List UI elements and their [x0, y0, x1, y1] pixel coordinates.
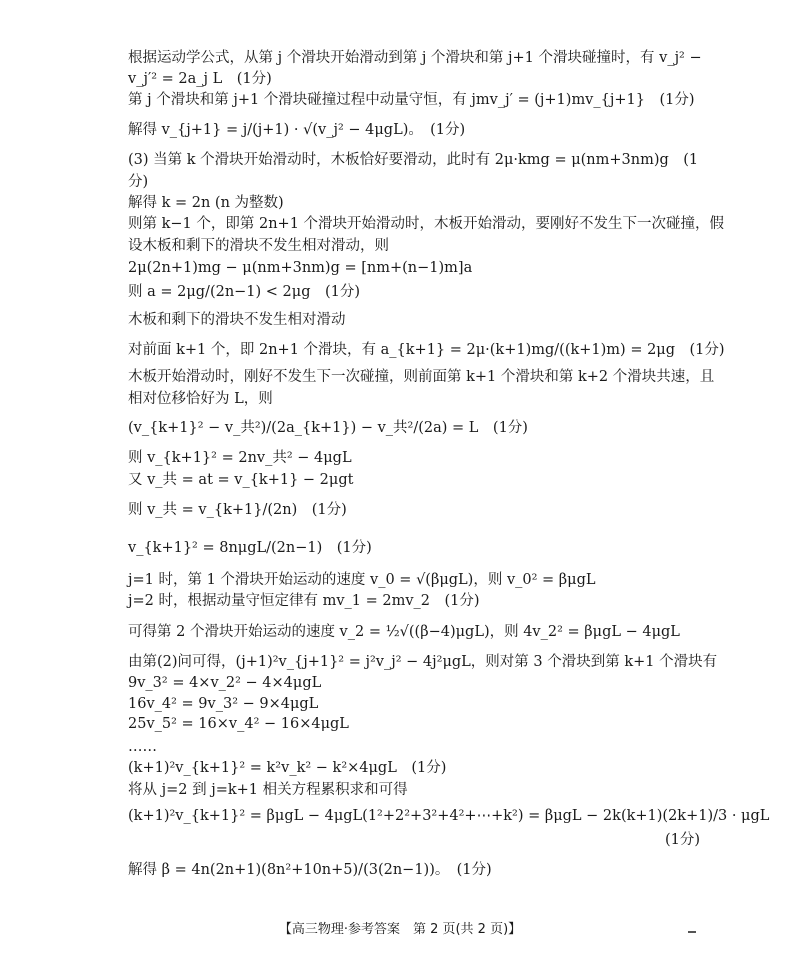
text-line: 9v_3² = 4×v_2² − 4×4μgL — [128, 675, 322, 691]
corner-mark — [688, 931, 696, 933]
text-line: 分) — [128, 174, 149, 190]
text-line: 木板和剩下的滑块不发生相对滑动 — [128, 312, 346, 328]
text-line: (k+1)²v_{k+1}² = βμgL − 4μgL(1²+2²+3²+4²+⋯+k²) = βμgL − 2k(k+1)(2k+1)/3 · μgL — [128, 808, 770, 824]
text-line: 25v_5² = 16×v_4² − 16×4μgL — [128, 716, 349, 732]
text-line: 又 v_共 = at = v_{k+1} − 2μgt — [128, 472, 354, 488]
text-line: 设木板和剩下的滑块不发生相对滑动，则 — [128, 238, 389, 254]
text-line: 由第(2)问可得，(j+1)²v_{j+1}² = j²v_j² − 4j²μgL，则对第 3 个滑块到第 k+1 个滑块有 — [128, 654, 718, 670]
text-line: 将从 j=2 到 j=k+1 相关方程累积求和可得 — [128, 782, 408, 798]
page-footer: 【高三物理·参考答案 第 2 页(共 2 页)】 — [278, 922, 522, 937]
text-line: 16v_4² = 9v_3² − 9×4μgL — [128, 696, 319, 712]
text-line: 则第 k−1 个，即第 2n+1 个滑块开始滑动时，木板开始滑动，要刚好不发生下一次碰撞，假 — [128, 216, 725, 232]
text-line: 解得 k = 2n (n 为整数) — [128, 195, 284, 211]
text-line: j=1 时，第 1 个滑块开始运动的速度 v_0 = √(βμgL)，则 v_0² = βμgL — [128, 572, 596, 588]
text-line: 第 j 个滑块和第 j+1 个滑块碰撞过程中动量守恒，有 jmv_j′ = (j+1)mv_{j+1} (1分) — [128, 92, 695, 108]
text-line: …… — [128, 739, 157, 755]
text-line: 解得 β = 4n(2n+1)(8n²+10n+5)/(3(2n−1))。 (1分) — [128, 862, 492, 878]
text-line: (k+1)²v_{k+1}² = k²v_k² − k²×4μgL (1分) — [128, 760, 447, 776]
text-line: 可得第 2 个滑块开始运动的速度 v_2 = ½√((β−4)μgL)，则 4v_2² = βμgL − 4μgL — [128, 624, 680, 640]
text-line: 解得 v_{j+1} = j/(j+1) · √(v_j² − 4μgL)。 (1分) — [128, 122, 466, 138]
text-line: 木板开始滑动时，刚好不发生下一次碰撞，则前面第 k+1 个滑块和第 k+2 个滑块共速，且 — [128, 369, 715, 385]
text-line: v_{k+1}² = 8nμgL/(2n−1) (1分) — [128, 540, 372, 556]
text-line: 2μ(2n+1)mg − μ(nm+3nm)g = [nm+(n−1)m]a — [128, 260, 473, 276]
text-line: 根据运动学公式，从第 j 个滑块开始滑动到第 j 个滑块和第 j+1 个滑块碰撞时，有 v_j² − — [128, 50, 702, 66]
text-line: (v_{k+1}² − v_共²)/(2a_{k+1}) − v_共²/(2a) = L (1分) — [128, 420, 528, 436]
text-line: (3) 当第 k 个滑块开始滑动时，木板恰好要滑动，此时有 2μ·kmg = μ(nm+3nm)g (1 — [128, 152, 699, 168]
text-line: 对前面 k+1 个，即 2n+1 个滑块，有 a_{k+1} = 2μ·(k+1)mg/((k+1)m) = 2μg (1分) — [128, 342, 725, 358]
text-line: 相对位移恰好为 L，则 — [128, 391, 273, 407]
text-line: 则 a = 2μg/(2n−1) < 2μg (1分) — [128, 284, 361, 300]
text-line: 则 v_共 = v_{k+1}/(2n) (1分) — [128, 502, 347, 518]
text-line: 则 v_{k+1}² = 2nv_共² − 4μgL — [128, 450, 352, 466]
text-line: v_j′² = 2a_j L (1分) — [128, 71, 272, 87]
text-line: (1分) — [664, 832, 700, 848]
text-line: j=2 时，根据动量守恒定律有 mv_1 = 2mv_2 (1分) — [128, 593, 480, 609]
